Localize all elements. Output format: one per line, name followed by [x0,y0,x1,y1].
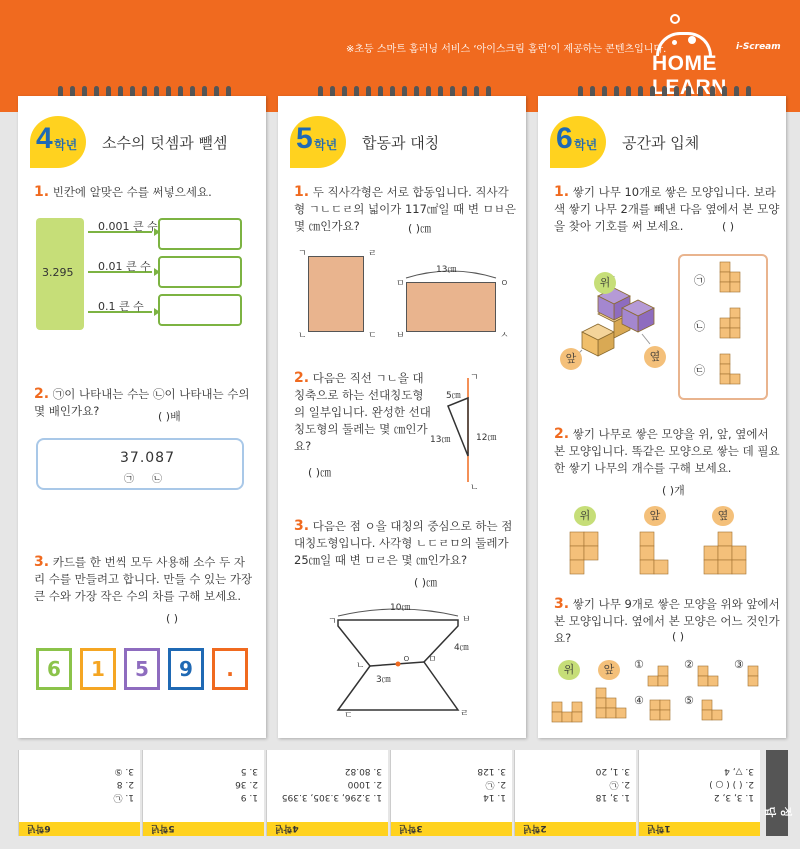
panel-title: 소수의 덧셈과 뺄셈 [102,134,228,152]
answer-col-grade3: 1. 14 2. ㉡ 3. 128 3학년 [390,750,512,836]
grade-badge: 5 학년 [290,116,346,168]
question-2: 2. 쌓기 나무로 쌓은 모양을 위, 앞, 옆에서 본 모양입니다. 똑같은 모양으로 쌓는 데 필요한 쌓기 나무의 개수를 구해 보세요. [554,426,780,475]
view-label-front: 앞 [560,348,582,370]
q3-views [538,96,786,736]
answer-blank: ( )개 [662,484,685,497]
question-1: 1. 빈칸에 알맞은 수를 써넣으세요. [34,184,212,200]
number-card: 1 [80,648,116,690]
question-3: 3. 쌓기 나무 9개로 쌓은 모양을 위와 앞에서 본 모양입니다. 옆에서 본 모양은 어느 것인가요? [554,596,780,645]
view-label-front: 앞 [598,660,620,680]
answer-col-grade2: 1. 3, 18 2. ㉡ 3. 1, 20 2학년 [514,750,636,836]
arrow-label: 0.001 큰 수 [98,220,158,233]
answer-box[interactable] [158,256,242,288]
answer-blank: ( ) [722,220,735,233]
logo-subtitle: i-Scream [736,42,781,52]
grade5-panel: 5 학년 합동과 대칭 1. 두 직사각형은 서로 합동입니다. 직사각형 ㄱㄴㄷㄹ의 넓이가 117㎠일 때 변 ㅁㅂ은 몇 ㎝인가요? ( )㎝ ㄱ ㄹ ㄴ ㄷ ㅁ ㅇ ㅂ ㅅ 13㎝ 2. 다음은 직선 ㄱㄴ을 대칭축으로 하는 선대칭도형의 일부입니다. 완성한 선대칭도형의 둘레는 몇 ㎝인가요? ( )㎝ ㄱ ㄴ 5㎝ 13㎝ 12㎝ 3. 다음은 점 ㅇ을 대칭의 중심으로 하는 점대칭도형입니다. 사각형 ㄴㄷㄹㅁ의 둘레가 25㎝일 때 변 ㅁㄹ은 몇 ㎝인가요? ( )㎝ 10㎝ ㄱ ㅂ ㄴ ㅇ ㅁ 4㎝ 3㎝ ㄷ ㄹ [278,96,526,738]
grade6-panel: 6 학년 공간과 입체 1. 쌓기 나무 10개로 쌓은 모양입니다. 보라색 쌓기 나무 2개를 빼낸 다음 옆에서 본 모양을 찾아 기호를 써 보세요. ( ) 위 앞 옆 ㉠ ㉡ ㉢ 2. 쌓기 나무로 쌓은 모양을 위, 앞, 옆에서 본 모양입니다. 똑같은 모양으로 쌓는 데 필요한 쌓기 나무의 개수를 구해 보세요. ( )개 위 앞 옆 3. 쌓기 나무 9개로 쌓은 모양을 위와 앞에서 본 모양입니다. 옆에서 본 모양은 어느 것인가요? ( ) 위 앞 ① ② ③ ④ ⑤ [538,96,786,738]
arrow-label: 0.01 큰 수 [98,260,151,273]
grade-badge: 4 학년 [30,116,86,168]
answer-blank: ( )㎝ [408,222,432,235]
view-label-side: 옆 [712,506,734,526]
answer-blank: ( ) [672,630,685,643]
number-card: 5 [124,648,160,690]
answer-blank: ( )㎝ [308,466,332,479]
logo-dot-icon [670,14,680,24]
view-label-side: 옆 [644,346,666,368]
view-label-front: 앞 [644,506,666,526]
answer-col-grade5: 1. 9 2. 36 3. 5 5학년 [142,750,264,836]
view-label-top: 위 [558,660,580,680]
question-1: 1. 쌓기 나무 10개로 쌓은 모양입니다. 보라색 쌓기 나무 2개를 빼낸 다음 옆에서 본 모양을 찾아 기호를 써 보세요. [554,184,780,233]
value-box: 3.295 [36,218,84,330]
question-2: 2. 다음은 직선 ㄱㄴ을 대칭축으로 하는 선대칭도형의 일부입니다. 완성한 선대칭도형의 둘레는 몇 ㎝인가요? [294,370,431,453]
answer-col-grade1: 1. 3, 3, 2 2. ( ) ( ○ ) 3. ▽, 4 1학년 [638,750,760,836]
number-card: 6 [36,648,72,690]
logo-eye-icon [688,36,696,44]
number-box: 37.087 ㉠ ㉡ [36,438,244,490]
choice-frame: ㉠ ㉡ ㉢ [678,254,768,400]
arrow-label: 0.1 큰 수 [98,300,144,313]
panel-title: 공간과 입체 [622,134,700,152]
view-label-top: 위 [594,272,616,294]
question-3: 3. 카드를 한 번씩 모두 사용해 소수 두 자리 수를 만들려고 합니다. 만들 수 있는 가장 큰 수와 가장 작은 수의 차를 구해 보세요. [34,554,253,603]
answer-label: 정답 [766,750,788,836]
home-learn-logo [650,10,790,80]
answer-strip [18,750,800,836]
answer-col-grade6: 1. ㉡ 2. 8 3. ⑤ 6학년 [18,750,140,836]
answer-blank: ( ) [166,612,179,625]
question-2: 2. ㉠이 나타내는 수는 ㉡이 나타내는 수의 몇 배인가요? [34,386,250,418]
answer-col-grade4: 1. 3.296, 3.305, 3.395 2. 1000 3. 80.82 4학년 [266,750,388,836]
number-card: 9 [168,648,204,690]
grade-badge: 6 학년 [550,116,606,168]
question-1: 1. 두 직사각형은 서로 합동입니다. 직사각형 ㄱㄴㄷㄹ의 넓이가 117㎠일 때 변 ㅁㅂ은 몇 ㎝인가요? [294,184,517,233]
panel-title: 합동과 대칭 [362,134,440,152]
grade4-panel [18,96,266,738]
logo-eye-icon [672,40,677,45]
answer-box[interactable] [158,294,242,326]
answer-blank: ( )㎝ [414,576,438,589]
number-card: . [212,648,248,690]
logo-text: HOME [652,52,717,75]
point-symmetry-figure [278,96,526,736]
view-label-top: 위 [574,506,596,526]
question-3: 3. 다음은 점 ㅇ을 대칭의 중심으로 하는 점대칭도형입니다. 사각형 ㄴㄷㄹㅁ의 둘레가 25㎝일 때 변 ㅁㄹ은 몇 ㎝인가요? [294,518,513,567]
answer-box[interactable] [158,218,242,250]
answer-blank: ( )배 [158,410,181,423]
header-note: ※초등 스마트 홈러닝 서비스 ‘아이스크림 홈런’이 제공하는 콘텐츠입니다. [346,44,667,55]
